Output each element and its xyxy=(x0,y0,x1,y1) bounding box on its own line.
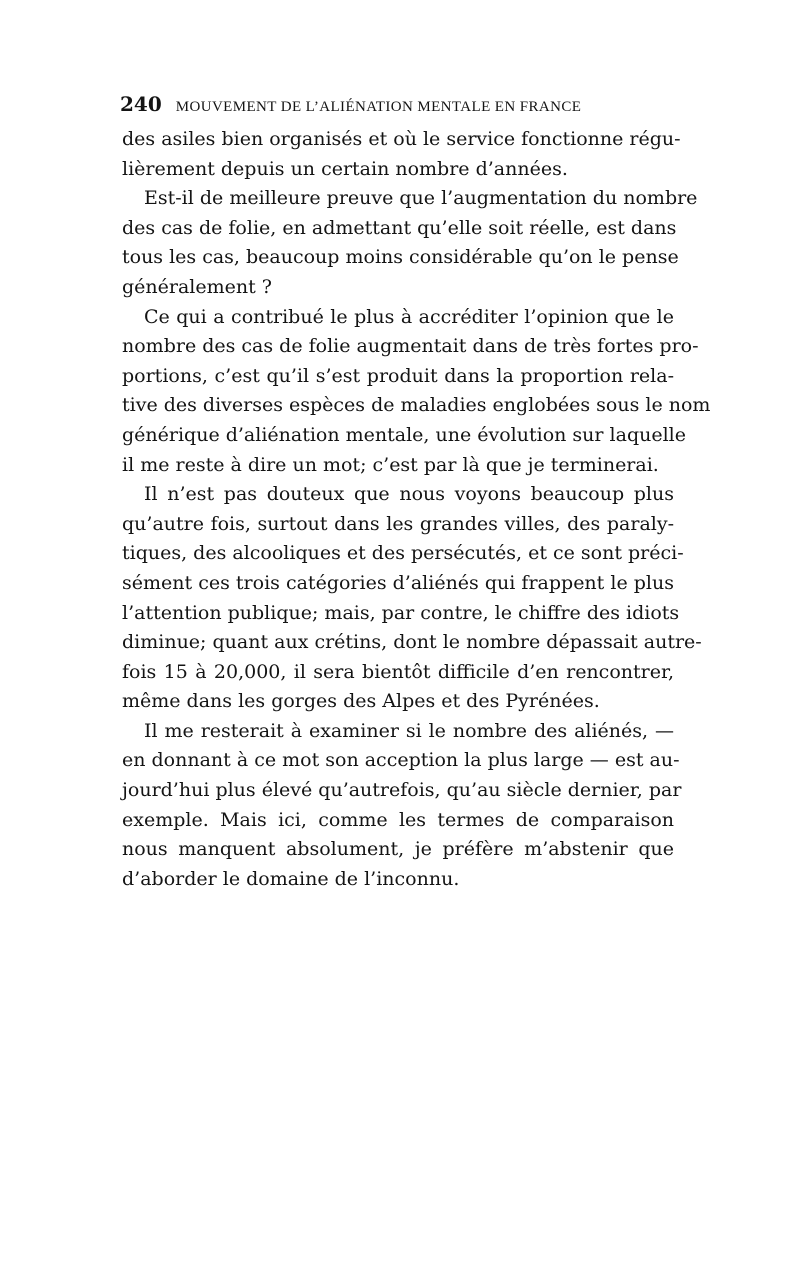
text-line: exemple. Mais ici, comme les termes de comparaison xyxy=(122,808,674,831)
body-text xyxy=(122,125,711,894)
text-line: portions, c’est qu’il s’est produit dans la proportion rela- xyxy=(122,364,674,387)
text-line: même dans les gorges des Alpes et des Pyrénées. xyxy=(122,690,600,713)
text-line: d’aborder le domaine de l’inconnu. xyxy=(122,867,460,890)
page-number: 240 xyxy=(120,92,162,116)
text-line: fois 15 à 20,000, il sera bientôt difficile d’en rencontrer, xyxy=(122,660,674,683)
text-line: tive des diverses espèces de maladies englobées sous le nom xyxy=(122,394,711,417)
text-line: nombre des cas de folie augmentait dans de très fortes pro- xyxy=(122,335,699,358)
text-line: des cas de folie, en admettant qu’elle soit réelle, est dans xyxy=(122,216,677,239)
text-line: sément ces trois catégories d’aliénés qui frappent le plus xyxy=(122,571,674,594)
text-line: Il me resterait à examiner si le nombre des aliénés, — xyxy=(144,719,674,742)
running-title: MOUVEMENT DE L’ALIÉNATION MENTALE EN FRANCE xyxy=(175,99,582,115)
text-line: Il n’est pas douteux que nous voyons beaucoup plus xyxy=(144,483,674,506)
text-line: nous manquent absolument, je préfère m’abstenir que xyxy=(122,838,674,861)
text-line: des asiles bien organisés et où le service fonctionne régu- xyxy=(122,128,681,150)
text-line: tous les cas, beaucoup moins considérable qu’on le pense xyxy=(122,246,679,269)
text-line: Ce qui a contribué le plus à accréditer l’opinion que le xyxy=(144,305,674,328)
text-line: tiques, des alcooliques et des persécutés, et ce sont préci- xyxy=(122,542,684,565)
text-line: en donnant à ce mot son acception la plus large — est au- xyxy=(122,749,680,772)
text-line: qu’autre fois, surtout dans les grandes villes, des paraly- xyxy=(122,512,674,535)
text-line: l’attention publique; mais, par contre, le chiffre des idiots xyxy=(122,601,680,624)
text-line: diminue; quant aux crétins, dont le nombre dépassait autre- xyxy=(122,631,702,654)
text-line: il me reste à dire un mot; c’est par là que je terminerai. xyxy=(122,453,659,476)
text-line: lièrement depuis un certain nombre d’années. xyxy=(122,157,568,180)
text-line: jourd’hui plus élevé qu’autrefois, qu’au siècle dernier, par xyxy=(122,779,682,802)
text-line: Est-il de meilleure preuve que l’augmentation du nombre xyxy=(144,187,698,210)
text-line: généralement ? xyxy=(122,275,272,298)
text-line: générique d’aliénation mentale, une évolution sur laquelle xyxy=(122,423,686,446)
running-head xyxy=(120,92,680,118)
